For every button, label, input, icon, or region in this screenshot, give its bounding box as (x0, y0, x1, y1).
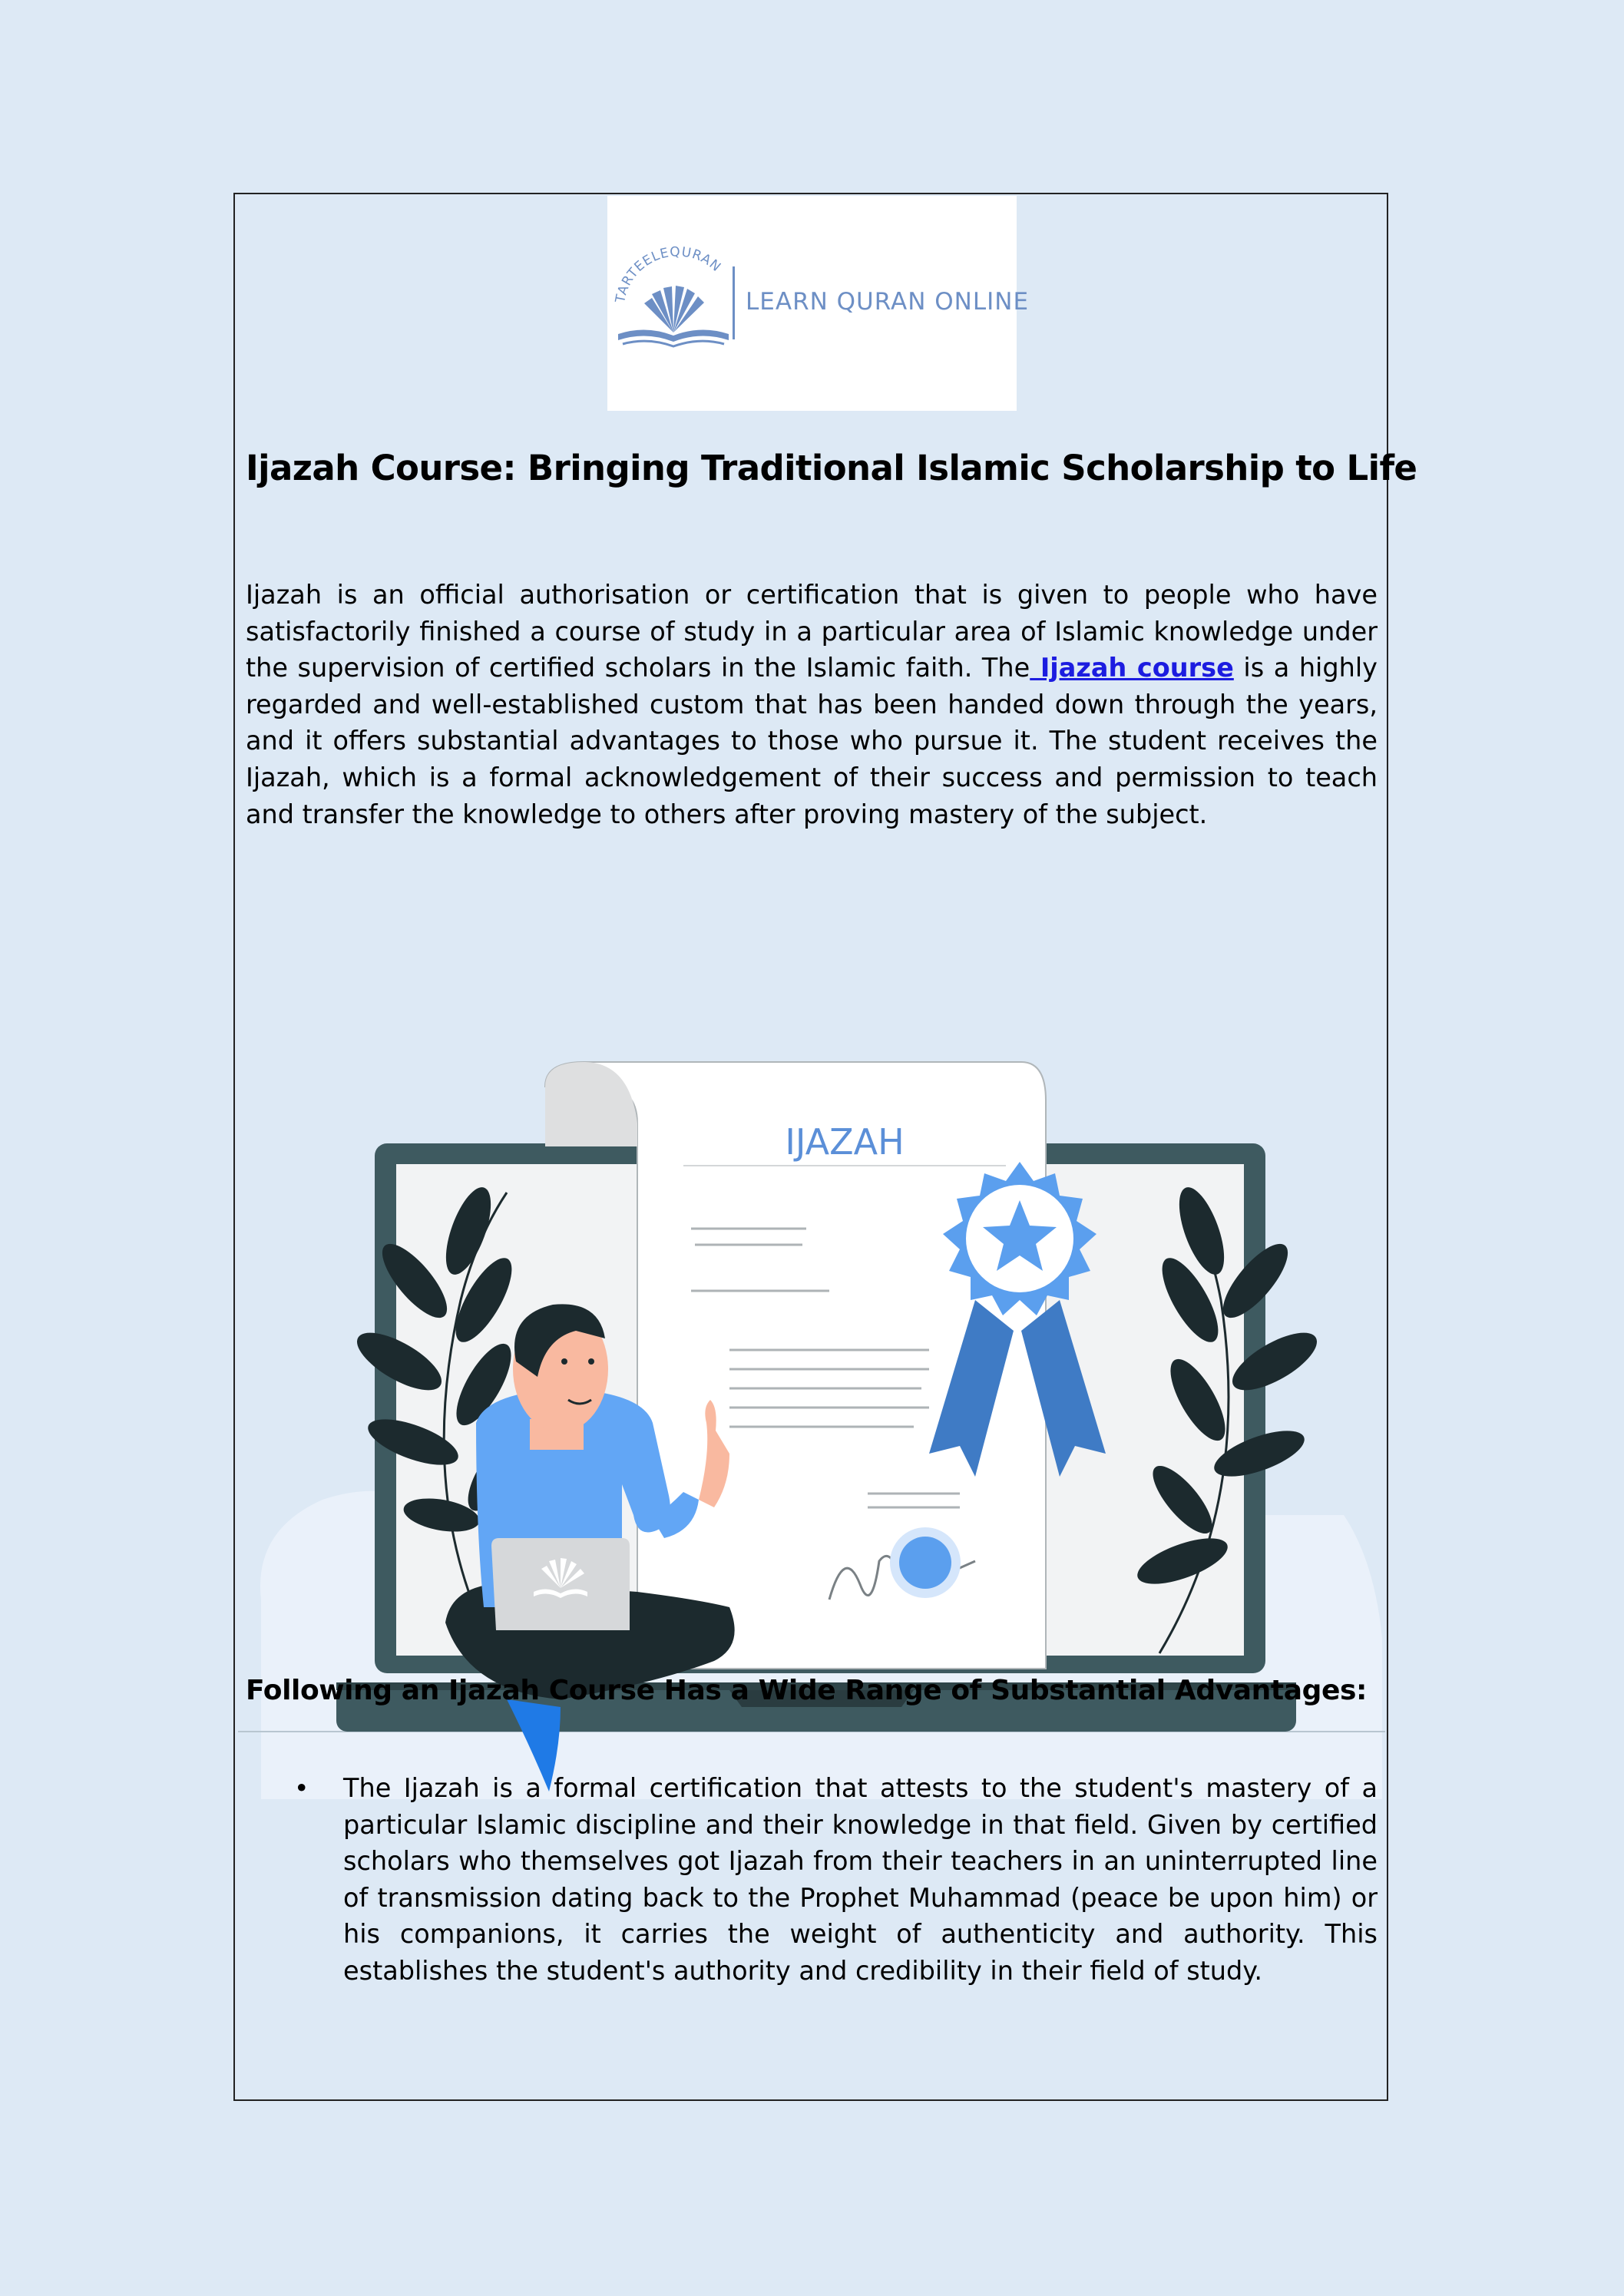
ijazah-illustration (238, 870, 1385, 1799)
benefits-list (246, 1770, 1378, 1990)
brand-logo (607, 196, 1030, 411)
benefit-text: The Ijazah is a formal certification that attests to the student's mastery of a particular Islamic discipline and their knowledge in that field. Given by certified scholars who themselves got Ijazah from their teachers in an uninterrupted line of transmission dating back to the Prophet Muhammad (peace be upon him) or his companions, it carries the weight of authenticity and authority. This establishes the student's authority and credibility in their field of study. (343, 1773, 1378, 1986)
bullet-icon: • (294, 1773, 309, 1803)
document-page (233, 193, 1417, 2101)
section-heading: Following an Ijazah Course Has a Wide Range of Substantial Advantages: (246, 1675, 1368, 1706)
list-item (246, 1770, 1378, 1990)
ijazah-course-link[interactable]: Ijazah course (1030, 653, 1234, 683)
page-title: Ijazah Course: Bringing Traditional Islamic Scholarship to Life (246, 448, 1417, 488)
intro-text-end: is a highly regarded and well-established custom that has been handed down through the years, and it offers substantial advantages to those who pursue it. The student receives the Ijazah, which is a formal acknowledgement of their success and permission to teach and transfer the knowledge to others after proving mastery of the subject. (246, 653, 1378, 829)
intro-text-start: Ijazah is an official authorisation or certification that is given to people who have satisfactorily finished a course of study in a particular area of Islamic knowledge under the supervision of certified scholars in the Islamic faith. The (246, 580, 1378, 683)
logo-tagline: LEARN QURAN ONLINE (746, 288, 1030, 316)
certificate-heading: IJAZAH (785, 1121, 905, 1163)
svg-text:TARTEELEQURAN: TARTEELEQURAN (613, 244, 724, 304)
intro-paragraph (246, 577, 1378, 832)
